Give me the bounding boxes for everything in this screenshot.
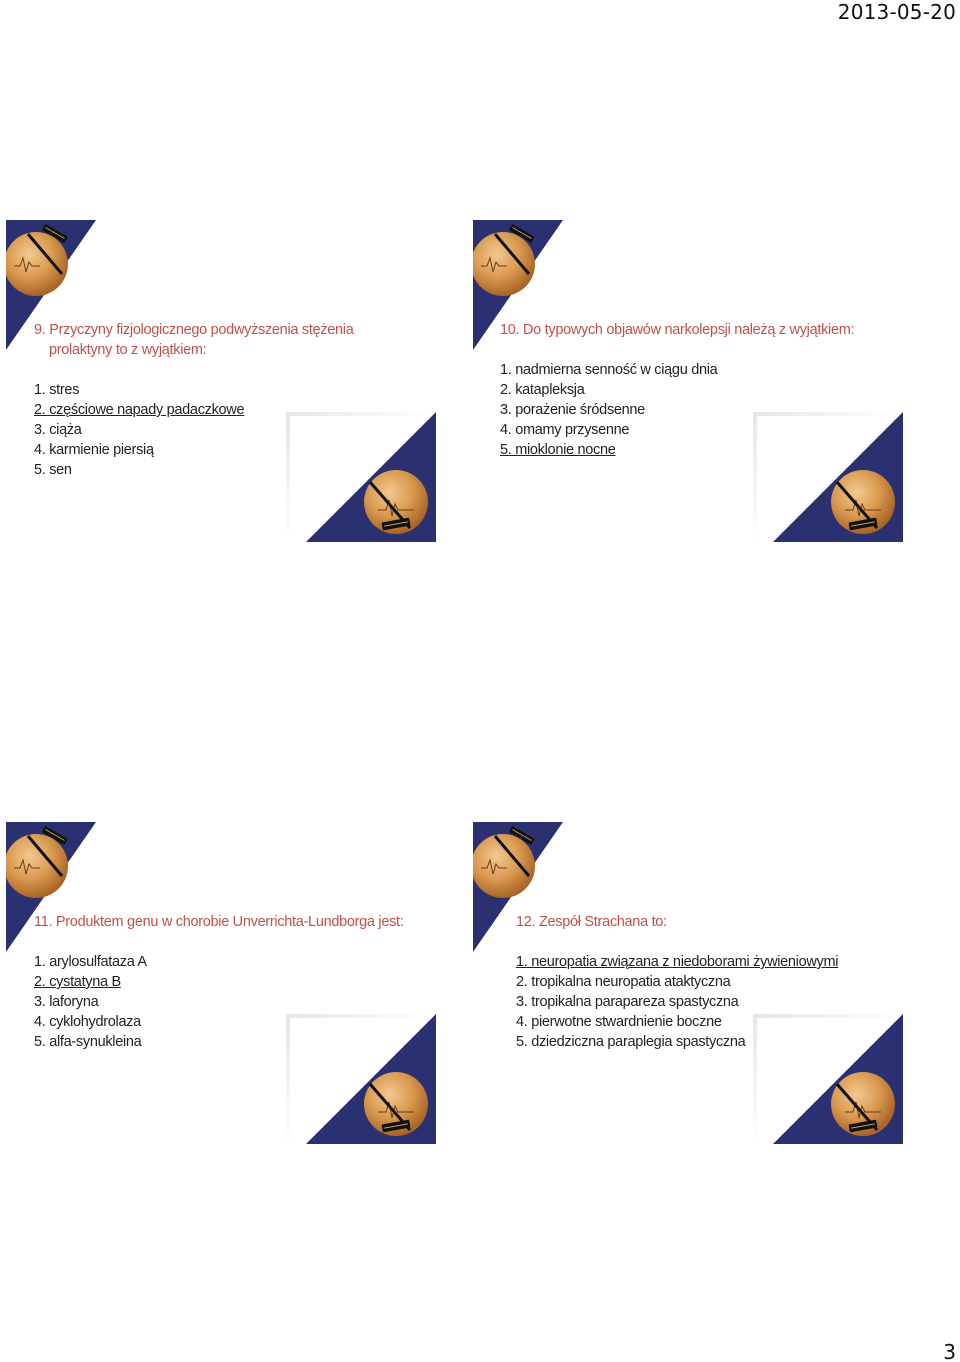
answer-list [516, 952, 896, 1052]
question-title: 12. Zespół Strachana to: [516, 914, 667, 930]
answer-list [500, 360, 890, 460]
page-number: 3 [943, 1340, 956, 1362]
slide-10 [473, 220, 903, 542]
slide-9 [6, 220, 436, 542]
answer-option: 3. tropikalna parapareza spastyczna [516, 994, 739, 1010]
slide-11 [6, 822, 436, 1144]
answer-option: 3. laforyna [34, 994, 99, 1010]
answer-option: 5. sen [34, 462, 72, 478]
answer-option: 4. pierwotne stwardnienie boczne [516, 1014, 722, 1030]
question-title: 9. Przyczyny fizjologicznego podwyższenia stężenia prolaktyny to z wyjątkiem: [34, 322, 354, 358]
answer-option: 5. alfa-synukleina [34, 1034, 142, 1050]
answer-option: 1. nadmierna senność w ciągu dnia [500, 362, 718, 378]
answer-option: 2. tropikalna neuropatia ataktyczna [516, 974, 731, 990]
answer-option: 3. ciąża [34, 422, 82, 438]
answer-list [34, 952, 434, 1052]
slide-12 [473, 822, 903, 1144]
question-title: 10. Do typowych objawów narkolepsji należą z wyjątkiem: [500, 322, 855, 338]
answer-option-marked: 1. neuropatia związana z niedoborami żywieniowymi [516, 954, 839, 970]
question-title: 11. Produktem genu w chorobie Unverrichta-Lundborga jest: [34, 914, 404, 930]
answer-option: 4. omamy przysenne [500, 422, 630, 438]
answer-option-marked: 5. mioklonie nocne [500, 442, 616, 458]
answer-list [34, 380, 384, 480]
answer-option: 4. karmienie piersią [34, 442, 154, 458]
answer-option: 1. arylosulfataza A [34, 954, 147, 970]
answer-option: 4. cyklohydrolaza [34, 1014, 141, 1030]
header-date: 2013-05-20 [837, 0, 956, 24]
answer-option-marked: 2. częściowe napady padaczkowe [34, 402, 245, 418]
answer-option: 2. katapleksja [500, 382, 585, 398]
answer-option-marked: 2. cystatyna B [34, 974, 121, 990]
answer-option: 5. dziedziczna paraplegia spastyczna [516, 1034, 746, 1050]
answer-option: 3. porażenie śródsenne [500, 402, 645, 418]
answer-option: 1. stres [34, 382, 80, 398]
